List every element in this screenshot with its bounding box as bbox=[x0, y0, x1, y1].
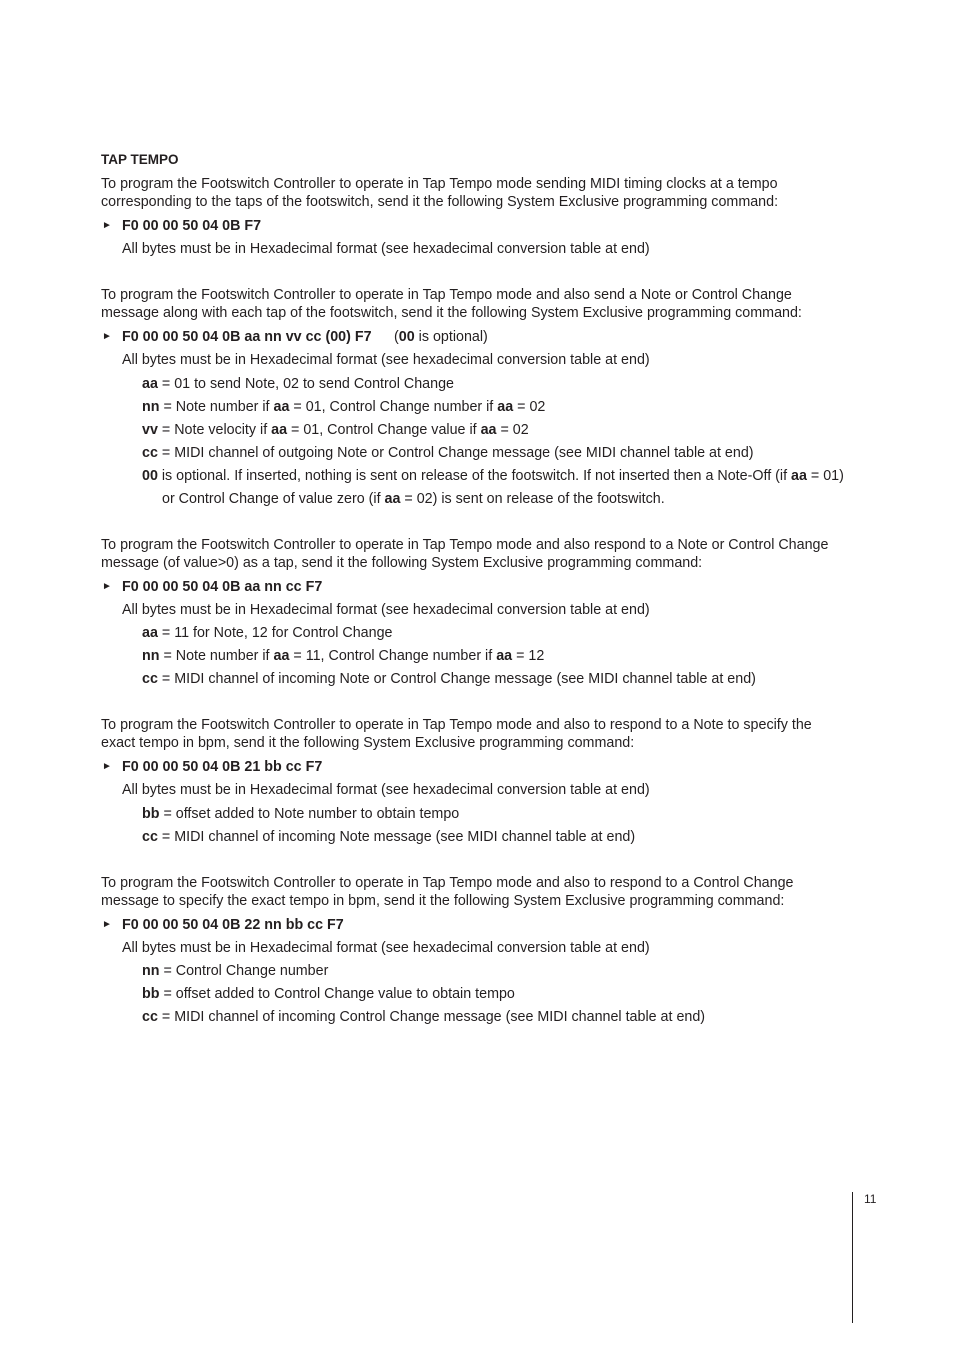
block3-intro-line1: To program the Footswitch Controller to operate in Tap Tempo mode and also respond to a Note or Control Change bbox=[101, 537, 829, 553]
block2-param-00-continuation: or Control Change of value zero (if aa = 02) is sent on release of the footswitch. bbox=[162, 491, 665, 507]
page-divider-line bbox=[852, 1192, 853, 1323]
block2-param-cc: cc = MIDI channel of outgoing Note or Control Change message (see MIDI channel table at end) bbox=[142, 445, 754, 461]
block5-format-note: All bytes must be in Hexadecimal format (see hexadecimal conversion table at end) bbox=[122, 940, 650, 956]
block2-format-note: All bytes must be in Hexadecimal format (see hexadecimal conversion table at end) bbox=[122, 352, 650, 368]
block3-intro-line2: message (of value>0) as a tap, send it the following System Exclusive programming command: bbox=[101, 555, 703, 571]
block4-intro-line1: To program the Footswitch Controller to operate in Tap Tempo mode and also to respond to a Note to specify the bbox=[101, 717, 812, 733]
block1-command: F0 00 00 50 04 0B F7 bbox=[122, 218, 262, 234]
arrow-icon: ► bbox=[102, 331, 112, 342]
arrow-icon: ► bbox=[102, 581, 112, 592]
block2-param-aa: aa = 01 to send Note, 02 to send Control Change bbox=[142, 376, 454, 392]
block4-param-cc: cc = MIDI channel of incoming Note message (see MIDI channel table at end) bbox=[142, 829, 636, 845]
block2-command-note: (00 is optional) bbox=[394, 329, 488, 345]
block2-param-vv: vv = Note velocity if aa = 01, Control Change value if aa = 02 bbox=[142, 422, 529, 438]
block2-param-nn: nn = Note number if aa = 01, Control Change number if aa = 02 bbox=[142, 399, 546, 415]
block3-param-nn: nn = Note number if aa = 11, Control Change number if aa = 12 bbox=[142, 648, 545, 664]
block1-format-note: All bytes must be in Hexadecimal format (see hexadecimal conversion table at end) bbox=[122, 241, 650, 257]
block2-param-00: 00 is optional. If inserted, nothing is sent on release of the footswitch. If not inserted then a Note-Off (if aa = 01) bbox=[142, 468, 844, 484]
block5-command: F0 00 00 50 04 0B 22 nn bb cc F7 bbox=[122, 917, 344, 933]
section-title: TAP TEMPO bbox=[101, 152, 179, 167]
block4-param-bb: bb = offset added to Note number to obtain tempo bbox=[142, 806, 460, 822]
block5-intro-line2: message to specify the exact tempo in bpm, send it the following System Exclusive programming command: bbox=[101, 893, 785, 909]
block5-intro-line1: To program the Footswitch Controller to operate in Tap Tempo mode and also to respond to a Control Change bbox=[101, 875, 794, 891]
block5-param-cc: cc = MIDI channel of incoming Control Change message (see MIDI channel table at end) bbox=[142, 1009, 706, 1025]
block1-intro-line1: To program the Footswitch Controller to operate in Tap Tempo mode sending MIDI timing clocks at a tempo bbox=[101, 176, 778, 192]
arrow-icon: ► bbox=[102, 919, 112, 930]
block2-command: F0 00 00 50 04 0B aa nn vv cc (00) F7 bbox=[122, 329, 372, 345]
block3-format-note: All bytes must be in Hexadecimal format (see hexadecimal conversion table at end) bbox=[122, 602, 650, 618]
block3-param-cc: cc = MIDI channel of incoming Note or Control Change message (see MIDI channel table at end) bbox=[142, 671, 756, 687]
block4-command: F0 00 00 50 04 0B 21 bb cc F7 bbox=[122, 759, 323, 775]
block5-param-nn: nn = Control Change number bbox=[142, 963, 329, 979]
page-number: 11 bbox=[864, 1192, 877, 1206]
block3-command: F0 00 00 50 04 0B aa nn cc F7 bbox=[122, 579, 323, 595]
arrow-icon: ► bbox=[102, 761, 112, 772]
block3-param-aa: aa = 11 for Note, 12 for Control Change bbox=[142, 625, 393, 641]
block2-intro-line1: To program the Footswitch Controller to operate in Tap Tempo mode and also send a Note or Control Change bbox=[101, 287, 792, 303]
arrow-icon: ► bbox=[102, 220, 112, 231]
block5-param-bb: bb = offset added to Control Change value to obtain tempo bbox=[142, 986, 515, 1002]
block4-intro-line2: exact tempo in bpm, send it the following System Exclusive programming command: bbox=[101, 735, 635, 751]
block2-intro-line2: message along with each tap of the footswitch, send it the following System Exclusive programming command: bbox=[101, 305, 802, 321]
block1-intro-line2: corresponding to the taps of the footswitch, send it the following System Exclusive programming command: bbox=[101, 194, 779, 210]
block4-format-note: All bytes must be in Hexadecimal format (see hexadecimal conversion table at end) bbox=[122, 782, 650, 798]
